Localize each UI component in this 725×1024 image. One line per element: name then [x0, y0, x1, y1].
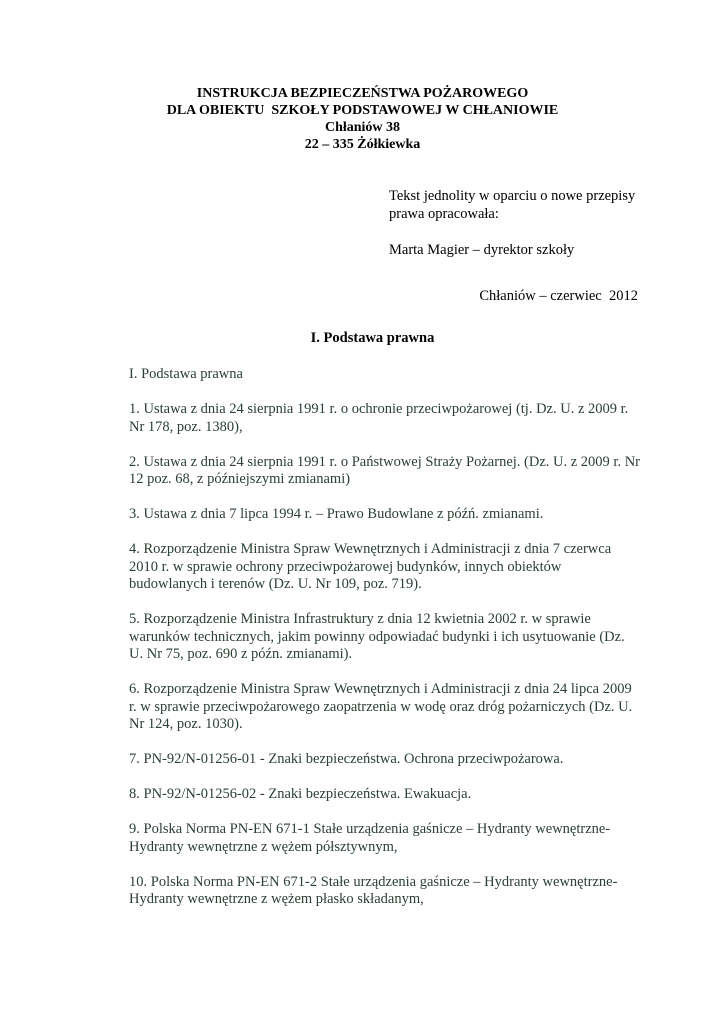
list-item: 4. Rozporządzenie Ministra Spraw Wewnętrznych i Administracji z dnia 7 czerwca 2010 r. w sprawie ochrony przeciwpożarowej budynków, innych obiektów budowlanych i terenów (Dz. U. Nr 109, poz. 719). — [129, 541, 612, 592]
place-date: Chłaniów – czerwiec 2012 — [479, 288, 638, 304]
section-heading: I. Podstawa prawna — [310, 330, 435, 346]
list-item: 2. Ustawa z dnia 24 sierpnia 1991 r. o Państwowej Straży Pożarnej. (Dz. U. z 2009 r. Nr 12 poz. 68, z późniejszymi zmianami) — [129, 453, 641, 487]
list-item: 6. Rozporządzenie Ministra Spraw Wewnętrznych i Administracji z dnia 24 lipca 2009 r. w sprawie przeciwpożarowego zaopatrzenia w wodę oraz dróg pożarniczych (Dz. U. Nr 124, poz. 1030). — [129, 681, 633, 732]
list-item: 9. Polska Norma PN-EN 671-1 Stałe urządzenia gaśnicze – Hydranty wewnętrzne- Hydranty wewnętrzne z wężem półsztywnym, — [129, 821, 611, 855]
author-note-line-2: prawa opracowała: — [389, 206, 499, 222]
list-item: 10. Polska Norma PN-EN 671-2 Stałe urządzenia gaśnicze – Hydranty wewnętrzne- Hydranty wewnętrzne z wężem płasko składanym, — [129, 873, 618, 907]
title-line-2: DLA OBIEKTU SZKOŁY PODSTAWOWEJ W CHŁANIOWIE — [166, 103, 559, 118]
list-item: 8. PN-92/N-01256-02 - Znaki bezpieczeństwa. Ewakuacja. — [129, 786, 472, 802]
address-line-1: Chłaniów 38 — [324, 120, 401, 135]
legal-basis-list — [129, 366, 641, 926]
list-item: 5. Rozporządzenie Ministra Infrastruktury z dnia 12 kwietnia 2002 r. w sprawie warunków technicznych, jakim powinny odpowiadać budynki i ich usytuowanie (Dz. U. Nr 75, poz. 690 z późn. zmianami). — [129, 611, 625, 662]
author-name: Marta Magier – dyrektor szkoły — [389, 242, 575, 258]
address-line-2: 22 – 335 Żółkiewka — [304, 137, 421, 152]
title-line-1: INSTRUKCJA BEZPIECZEŃSTWA POŻAROWEGO — [196, 86, 529, 101]
list-item: 3. Ustawa z dnia 7 lipca 1994 r. – Prawo Budowlane z późń. zmianami. — [129, 506, 544, 522]
list-item: 7. PN-92/N-01256-01 - Znaki bezpieczeństwa. Ochrona przeciwpożarowa. — [129, 751, 564, 767]
author-block — [389, 187, 635, 259]
author-note-line-1: Tekst jednolity w oparciu o nowe przepisy — [389, 188, 636, 204]
list-subheading: I. Podstawa prawna — [129, 366, 243, 382]
list-item: 1. Ustawa z dnia 24 sierpnia 1991 r. o ochronie przeciwpożarowej (tj. Dz. U. z 2009 r. Nr 178, poz. 1380), — [129, 401, 629, 435]
document-title — [0, 85, 725, 153]
